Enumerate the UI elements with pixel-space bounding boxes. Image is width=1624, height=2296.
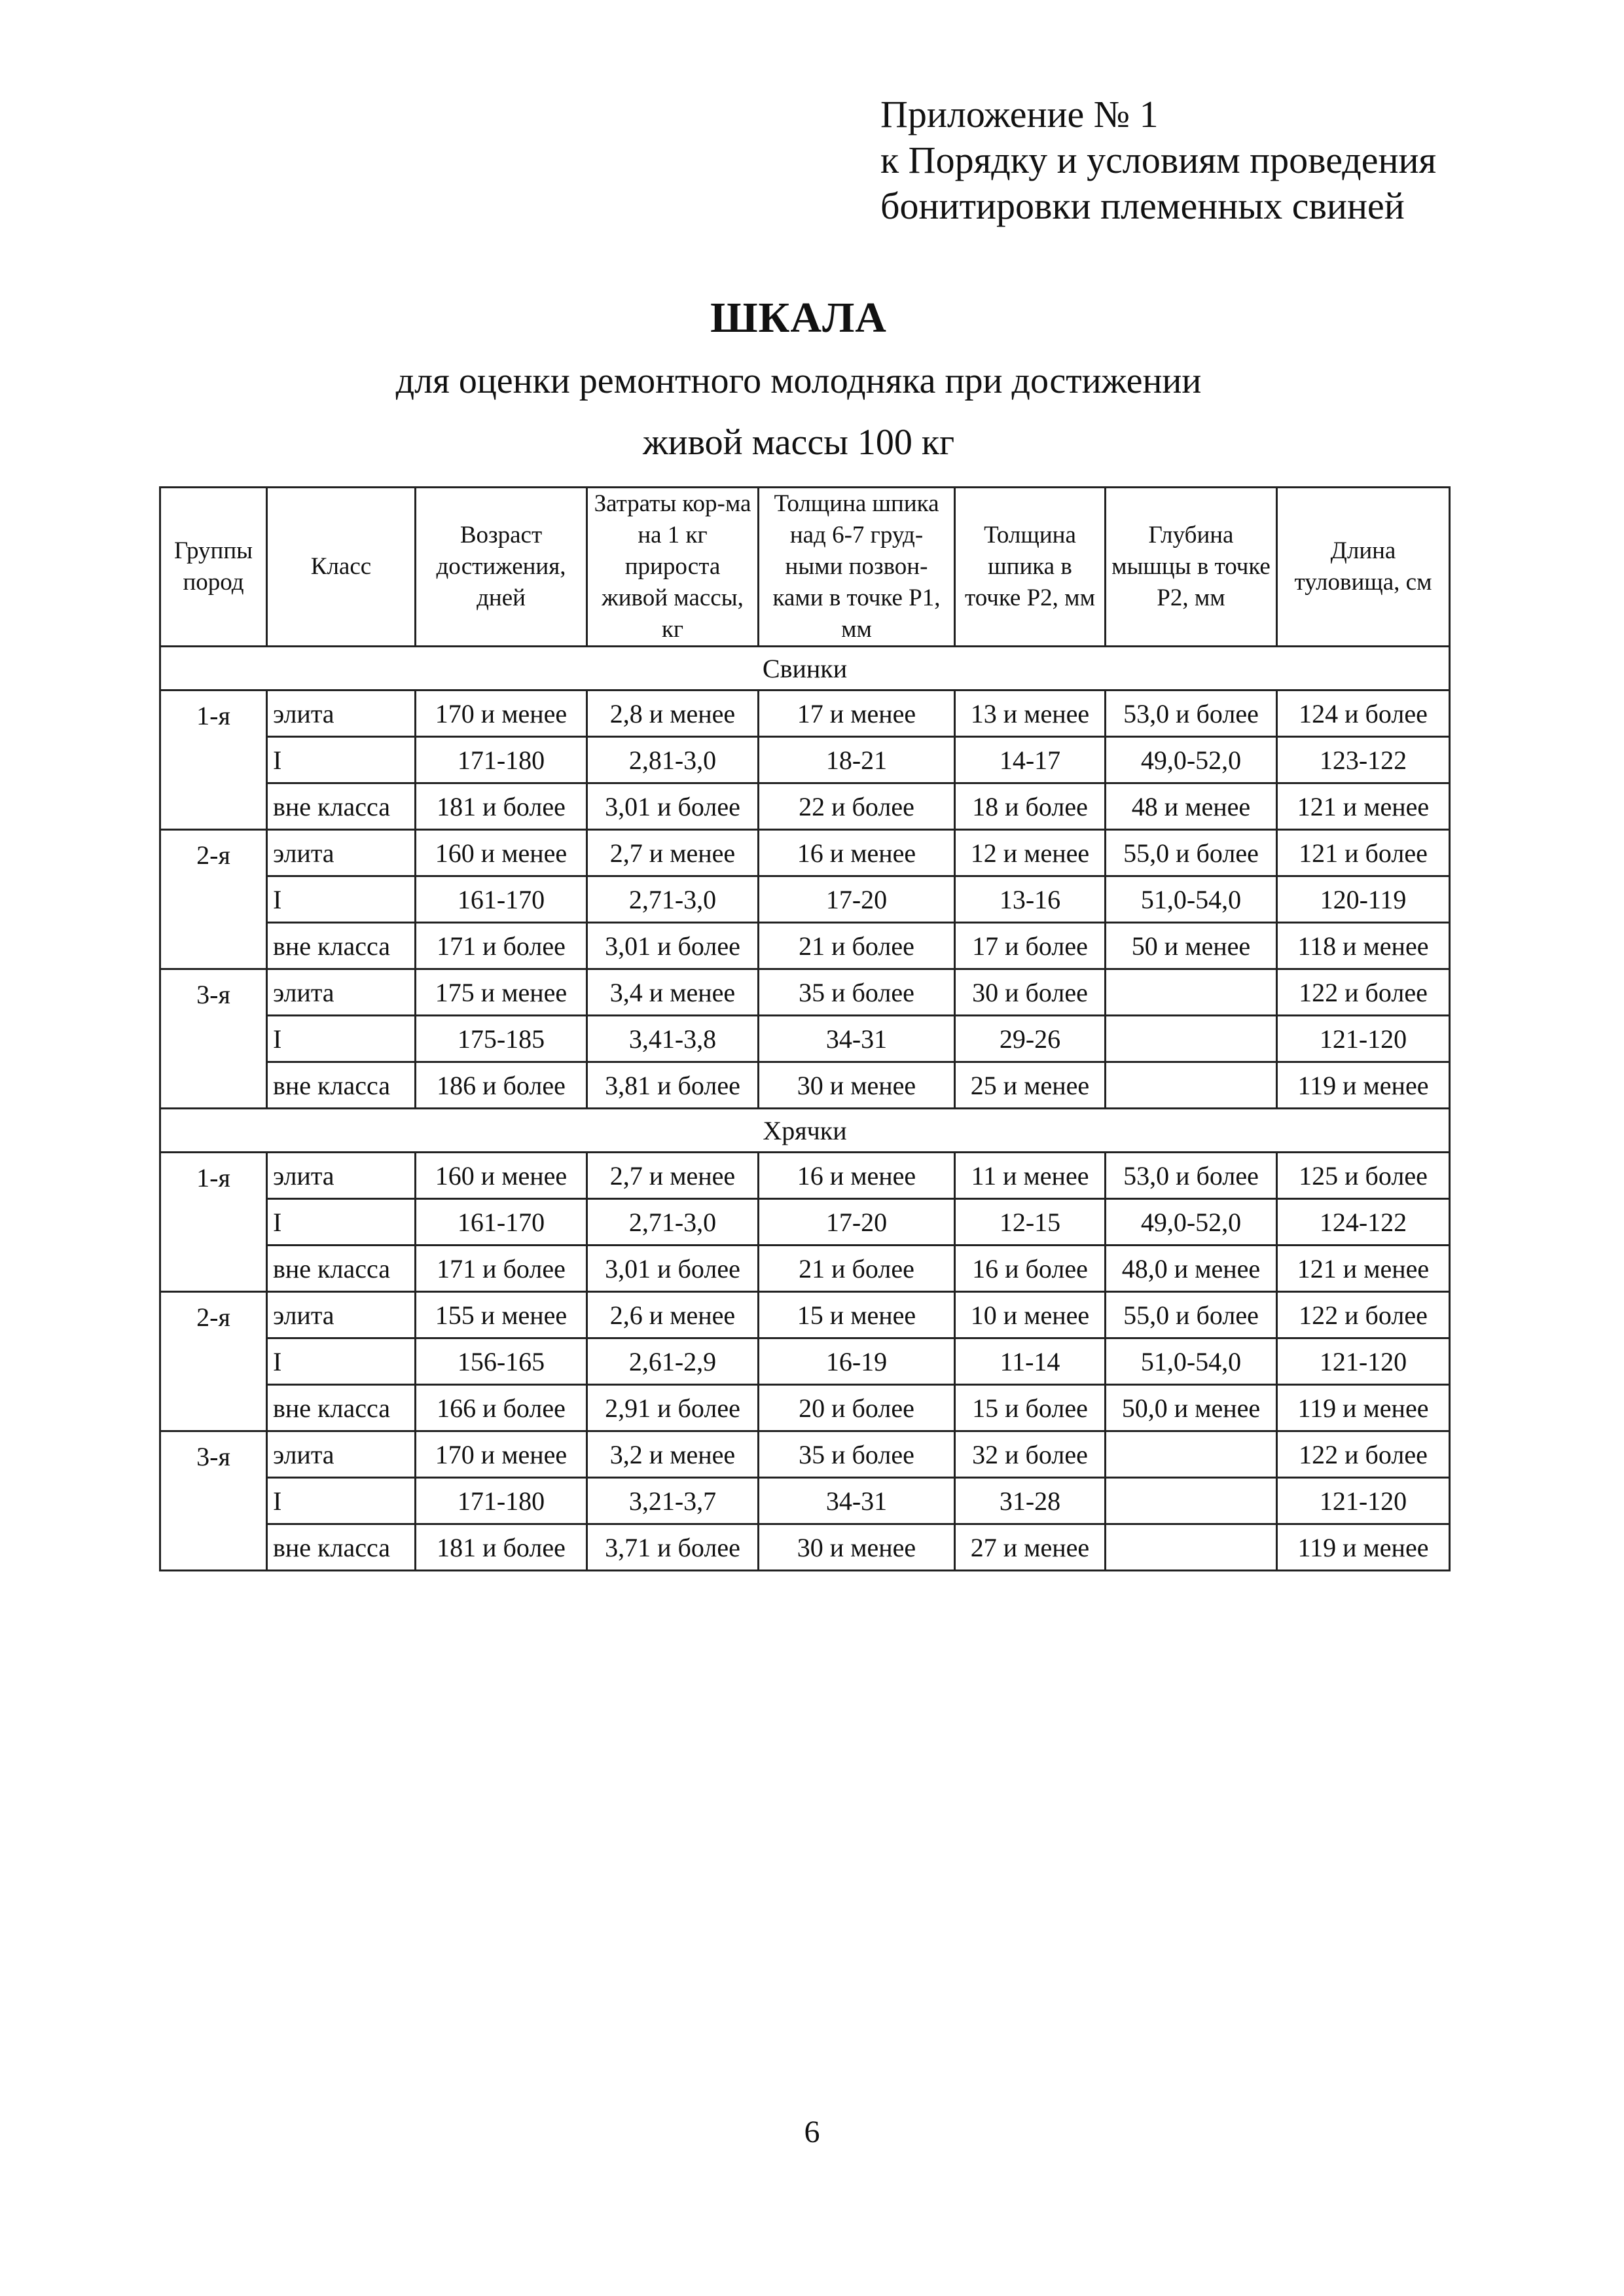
muscle-depth-cell: 50,0 и менее xyxy=(1106,1385,1277,1431)
table-row xyxy=(160,1478,1450,1524)
section-row xyxy=(160,647,1450,691)
class-cell: вне класса xyxy=(267,1246,416,1292)
fat-p1-cell: 16 и менее xyxy=(759,1153,955,1199)
muscle-depth-cell xyxy=(1106,1524,1277,1571)
fat-p2-cell: 13 и менее xyxy=(955,691,1106,737)
class-cell: элита xyxy=(267,1431,416,1478)
feed-cost-cell: 2,6 и менее xyxy=(587,1292,759,1338)
class-cell: элита xyxy=(267,969,416,1016)
fat-p2-cell: 31-28 xyxy=(955,1478,1106,1524)
body-length-cell: 124 и более xyxy=(1277,691,1450,737)
appendix-header xyxy=(880,92,1587,229)
feed-cost-cell: 3,21-3,7 xyxy=(587,1478,759,1524)
class-cell: вне класса xyxy=(267,1524,416,1571)
table-row xyxy=(160,691,1450,737)
fat-p1-cell: 15 и менее xyxy=(759,1292,955,1338)
feed-cost-cell: 3,2 и менее xyxy=(587,1431,759,1478)
table-row xyxy=(160,969,1450,1016)
muscle-depth-cell: 48 и менее xyxy=(1106,783,1277,830)
breed-group-cell: 1-я xyxy=(160,691,267,830)
table-row xyxy=(160,1385,1450,1431)
muscle-depth-cell: 55,0 и более xyxy=(1106,1292,1277,1338)
body-length-cell: 122 и более xyxy=(1277,1431,1450,1478)
fat-p2-cell: 27 и менее xyxy=(955,1524,1106,1571)
table-row xyxy=(160,1431,1450,1478)
fat-p2-cell: 16 и более xyxy=(955,1246,1106,1292)
age-cell: 175 и менее xyxy=(416,969,587,1016)
header-feed-cost: Затраты кор-ма на 1 кг прироста живой массы, кг xyxy=(587,488,759,647)
fat-p1-cell: 34-31 xyxy=(759,1478,955,1524)
body-length-cell: 121 и менее xyxy=(1277,1246,1450,1292)
age-cell: 171-180 xyxy=(416,737,587,783)
class-cell: элита xyxy=(267,830,416,876)
table-body xyxy=(160,647,1450,1571)
table-row xyxy=(160,1292,1450,1338)
feed-cost-cell: 3,4 и менее xyxy=(587,969,759,1016)
section-title: Хрячки xyxy=(160,1109,1450,1153)
fat-p1-cell: 30 и менее xyxy=(759,1062,955,1109)
subtitle-line-1: для оценки ремонтного молодняка при достижении xyxy=(395,361,1202,401)
fat-p1-cell: 18-21 xyxy=(759,737,955,783)
fat-p1-cell: 35 и более xyxy=(759,969,955,1016)
age-cell: 155 и менее xyxy=(416,1292,587,1338)
feed-cost-cell: 2,8 и менее xyxy=(587,691,759,737)
class-cell: вне класса xyxy=(267,783,416,830)
document-title: ШКАЛА xyxy=(710,294,887,342)
header-body-length: Длина туловища, см xyxy=(1277,488,1450,647)
age-cell: 161-170 xyxy=(416,876,587,923)
feed-cost-cell: 3,01 и более xyxy=(587,923,759,969)
table-row xyxy=(160,1062,1450,1109)
age-cell: 175-185 xyxy=(416,1016,587,1062)
feed-cost-cell: 2,7 и менее xyxy=(587,830,759,876)
fat-p1-cell: 34-31 xyxy=(759,1016,955,1062)
age-cell: 170 и менее xyxy=(416,1431,587,1478)
table-row xyxy=(160,783,1450,830)
header-breed-group: Группы пород xyxy=(160,488,267,647)
feed-cost-cell: 3,01 и более xyxy=(587,1246,759,1292)
class-cell: вне класса xyxy=(267,923,416,969)
table-row xyxy=(160,923,1450,969)
feed-cost-cell: 2,61-2,9 xyxy=(587,1338,759,1385)
body-length-cell: 125 и более xyxy=(1277,1153,1450,1199)
fat-p2-cell: 12 и менее xyxy=(955,830,1106,876)
muscle-depth-cell: 50 и менее xyxy=(1106,923,1277,969)
age-cell: 171-180 xyxy=(416,1478,587,1524)
fat-p2-cell: 14-17 xyxy=(955,737,1106,783)
muscle-depth-cell xyxy=(1106,969,1277,1016)
body-length-cell: 121-120 xyxy=(1277,1478,1450,1524)
page-number: 6 xyxy=(804,2115,820,2149)
header-fat-p1: Толщина шпика над 6-7 груд-ными позвон-ками в точке Р1, мм xyxy=(759,488,955,647)
body-length-cell: 119 и менее xyxy=(1277,1062,1450,1109)
age-cell: 181 и более xyxy=(416,1524,587,1571)
class-cell: I xyxy=(267,1478,416,1524)
class-cell: I xyxy=(267,1016,416,1062)
age-cell: 161-170 xyxy=(416,1199,587,1246)
muscle-depth-cell: 51,0-54,0 xyxy=(1106,876,1277,923)
body-length-cell: 118 и менее xyxy=(1277,923,1450,969)
fat-p2-cell: 18 и более xyxy=(955,783,1106,830)
breed-group-cell: 3-я xyxy=(160,969,267,1109)
table-row xyxy=(160,1016,1450,1062)
body-length-cell: 123-122 xyxy=(1277,737,1450,783)
muscle-depth-cell xyxy=(1106,1478,1277,1524)
muscle-depth-cell: 53,0 и более xyxy=(1106,691,1277,737)
muscle-depth-cell: 48,0 и менее xyxy=(1106,1246,1277,1292)
table-row xyxy=(160,1524,1450,1571)
fat-p1-cell: 22 и более xyxy=(759,783,955,830)
table-row xyxy=(160,1338,1450,1385)
class-cell: элита xyxy=(267,1292,416,1338)
section-row xyxy=(160,1109,1450,1153)
feed-cost-cell: 2,71-3,0 xyxy=(587,1199,759,1246)
fat-p1-cell: 21 и более xyxy=(759,1246,955,1292)
class-cell: элита xyxy=(267,1153,416,1199)
fat-p1-cell: 17-20 xyxy=(759,1199,955,1246)
breed-group-cell: 2-я xyxy=(160,1292,267,1431)
muscle-depth-cell xyxy=(1106,1431,1277,1478)
fat-p2-cell: 15 и более xyxy=(955,1385,1106,1431)
document-subtitle xyxy=(157,350,1440,473)
table-row xyxy=(160,830,1450,876)
fat-p1-cell: 16 и менее xyxy=(759,830,955,876)
age-cell: 160 и менее xyxy=(416,1153,587,1199)
feed-cost-cell: 2,81-3,0 xyxy=(587,737,759,783)
body-length-cell: 122 и более xyxy=(1277,1292,1450,1338)
class-cell: I xyxy=(267,1199,416,1246)
appendix-line-3: бонитировки племенных свиней xyxy=(880,185,1405,227)
fat-p2-cell: 12-15 xyxy=(955,1199,1106,1246)
body-length-cell: 121 и более xyxy=(1277,830,1450,876)
header-fat-p2: Толщина шпика в точке Р2, мм xyxy=(955,488,1106,647)
fat-p2-cell: 32 и более xyxy=(955,1431,1106,1478)
age-cell: 171 и более xyxy=(416,923,587,969)
fat-p2-cell: 25 и менее xyxy=(955,1062,1106,1109)
breed-group-cell: 3-я xyxy=(160,1431,267,1571)
class-cell: I xyxy=(267,876,416,923)
feed-cost-cell: 3,71 и более xyxy=(587,1524,759,1571)
class-cell: вне класса xyxy=(267,1385,416,1431)
class-cell: I xyxy=(267,1338,416,1385)
body-length-cell: 121 и менее xyxy=(1277,783,1450,830)
table-row xyxy=(160,737,1450,783)
muscle-depth-cell xyxy=(1106,1016,1277,1062)
muscle-depth-cell: 51,0-54,0 xyxy=(1106,1338,1277,1385)
body-length-cell: 121-120 xyxy=(1277,1338,1450,1385)
table-row xyxy=(160,876,1450,923)
table-header-row xyxy=(160,488,1450,647)
fat-p2-cell: 11-14 xyxy=(955,1338,1106,1385)
fat-p1-cell: 17-20 xyxy=(759,876,955,923)
feed-cost-cell: 3,01 и более xyxy=(587,783,759,830)
breed-group-cell: 2-я xyxy=(160,830,267,969)
fat-p2-cell: 17 и более xyxy=(955,923,1106,969)
breed-group-cell: 1-я xyxy=(160,1153,267,1292)
class-cell: I xyxy=(267,737,416,783)
muscle-depth-cell: 53,0 и более xyxy=(1106,1153,1277,1199)
body-length-cell: 124-122 xyxy=(1277,1199,1450,1246)
age-cell: 186 и более xyxy=(416,1062,587,1109)
feed-cost-cell: 2,71-3,0 xyxy=(587,876,759,923)
body-length-cell: 119 и менее xyxy=(1277,1385,1450,1431)
class-cell: элита xyxy=(267,691,416,737)
age-cell: 160 и менее xyxy=(416,830,587,876)
feed-cost-cell: 3,41-3,8 xyxy=(587,1016,759,1062)
section-title: Свинки xyxy=(160,647,1450,691)
fat-p2-cell: 13-16 xyxy=(955,876,1106,923)
body-length-cell: 121-120 xyxy=(1277,1016,1450,1062)
fat-p2-cell: 11 и менее xyxy=(955,1153,1106,1199)
evaluation-scale-table xyxy=(159,486,1451,1571)
fat-p1-cell: 21 и более xyxy=(759,923,955,969)
class-cell: вне класса xyxy=(267,1062,416,1109)
muscle-depth-cell xyxy=(1106,1062,1277,1109)
subtitle-line-2: живой массы 100 кг xyxy=(642,422,955,463)
header-age: Возраст достижения, дней xyxy=(416,488,587,647)
fat-p2-cell: 30 и более xyxy=(955,969,1106,1016)
feed-cost-cell: 3,81 и более xyxy=(587,1062,759,1109)
fat-p1-cell: 17 и менее xyxy=(759,691,955,737)
body-length-cell: 119 и менее xyxy=(1277,1524,1450,1571)
muscle-depth-cell: 55,0 и более xyxy=(1106,830,1277,876)
feed-cost-cell: 2,7 и менее xyxy=(587,1153,759,1199)
table-row xyxy=(160,1153,1450,1199)
fat-p1-cell: 30 и менее xyxy=(759,1524,955,1571)
muscle-depth-cell: 49,0-52,0 xyxy=(1106,1199,1277,1246)
age-cell: 181 и более xyxy=(416,783,587,830)
age-cell: 166 и более xyxy=(416,1385,587,1431)
fat-p2-cell: 10 и менее xyxy=(955,1292,1106,1338)
muscle-depth-cell: 49,0-52,0 xyxy=(1106,737,1277,783)
appendix-line-2: к Порядку и условиям проведения xyxy=(880,139,1437,181)
appendix-line-1: Приложение № 1 xyxy=(880,93,1159,135)
fat-p1-cell: 16-19 xyxy=(759,1338,955,1385)
table-row xyxy=(160,1199,1450,1246)
fat-p1-cell: 35 и более xyxy=(759,1431,955,1478)
header-class: Класс xyxy=(267,488,416,647)
fat-p2-cell: 29-26 xyxy=(955,1016,1106,1062)
fat-p1-cell: 20 и более xyxy=(759,1385,955,1431)
body-length-cell: 122 и более xyxy=(1277,969,1450,1016)
age-cell: 156-165 xyxy=(416,1338,587,1385)
table-row xyxy=(160,1246,1450,1292)
age-cell: 171 и более xyxy=(416,1246,587,1292)
body-length-cell: 120-119 xyxy=(1277,876,1450,923)
age-cell: 170 и менее xyxy=(416,691,587,737)
feed-cost-cell: 2,91 и более xyxy=(587,1385,759,1431)
header-muscle-depth: Глубина мышцы в точке Р2, мм xyxy=(1106,488,1277,647)
